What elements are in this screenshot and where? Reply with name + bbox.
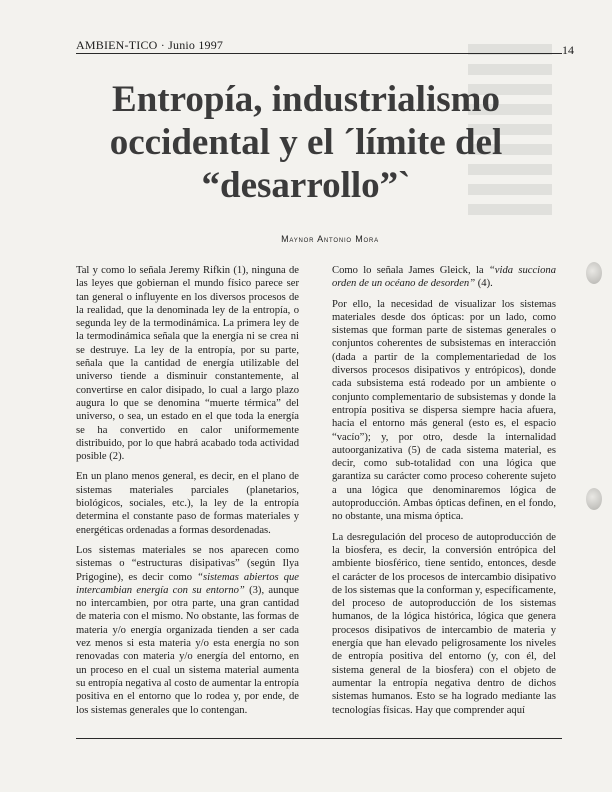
paragraph: La desregulación del proceso de autoproducción de la biosfera, es decir, la conversión entrópica del ambiente biosférico, tiene sentido, entonces, desde el carácter de los procesos de intercambio disipativo de los sistemas que la conforman y, específicamente, del proceso de autoproducción de los sistemas humanos, de la lógica histórica, lógica que genera procesos disipativos de intercambio de materia y energía que han elevado peligrosamente los niveles de entropía positiva del entorno (y, con él, del sistema general de la biosfera) con el objeto de aumentar la entropía negativa dentro de dichos sistemas humanos. Esto se ha logrado mediante las tecnologías físicas. Hay que comprender aquí [332,531,556,716]
paragraph: Por ello, la necesidad de visualizar los sistemas materiales desde dos ópticas: por un lado, como sistemas que forman parte de sistemas generales o conjuntos coherentes de subsistemas en interacción (dada a partir de la complementariedad de los diversos procesos disipativos y entrópicos), donde cada subsistema está rodeado por un ambiente o conjunto complementario de subsistemas y donde la entropía positiva se dispersa siempre hacia afuera, hacia el entorno más general (esto es, el espacio “vacío”); y, por otro, desde la internalidad autoorganizativa (5) de cada sistema material, es decir, como sub-totalidad con una lógica que garantiza su carácter como proceso coherente sujeto a una lógica que denominaremos lógica de autoproducción. Ambas ópticas definen, en el fondo, no obstante, una misma óptica. [332,298,556,523]
text-run: (4). [475,278,493,290]
italic-quote: “sistemas abiertos que intercambian energía con su entorno” [76,571,299,596]
header-rule [76,53,562,54]
text-run: Los sistemas materiales se nos aparecen como sistemas o “estructuras disipativas” (según Ilya Prigogine), es decir como [76,544,299,583]
left-column [76,264,299,724]
italic-quote: “vida succiona orden de un océano de desorden” [332,265,557,290]
paragraph [332,264,556,291]
text-run: (3), aunque no intercambien, por otra parte, una gran cantidad de materia con el mismo. No obstante, las formas de materia y/o energía organizada tienden a ser cada vez menos si esta materia y/o esta energía no son renovadas con materia y/o energía del entorno, en un proceso en el cual un sistema material aumenta su entropía negativa al costo de aumentar la entropía positiva en el entorno que lo rodea y, por ende, de los sistemas generales que lo contengan. [76,584,299,716]
paragraph [76,544,299,717]
page-number: 14 [562,43,574,57]
title-line-2: occidental y el ´límite del [109,122,503,163]
punch-hole [586,262,602,284]
title-line-3: “desarrollo”` [201,165,411,206]
footer-rule [76,738,562,739]
running-header: AMBIEN-TICO · Junio 1997 [76,38,224,52]
paragraph: Tal y como lo señala Jeremy Rifkin (1), ninguna de las leyes que gobiernan el mundo físico parece ser tan general o influyente en los diversos procesos de la realidad, que la denominada ley de la entropía, o segunda ley de la termodinámica. La primera ley de la termodinámica señala que la energía ni se crea ni se destruye. La ley de la entropía, por su parte, señala que la cantidad de energía utilizable del universo tiende a disminuir constantemente, al convertirse en calor disipado, lo cual a largo plazo augura lo que se denomina “muerte térmica” del universo, o sea, un estado en el que toda la energía se ha convertido en calor uniformemente distribuido, por lo que habrá acabado toda actividad posible (2). [76,265,299,463]
text-run: Como lo señala James Gleick, la [332,265,489,276]
title-line-1: Entropía, industrialismo [112,79,500,120]
article-title [80,78,532,207]
punch-hole [586,488,602,510]
paragraph: En un plano menos general, es decir, en el plano de sistemas materiales parciales (planetarios, biológicos, sociales, etc.), la ley de la entropía determina el constante paso de formas materiales y energéticas ordenadas a formas desordenadas. [76,471,299,536]
right-column [332,264,556,724]
author-byline: Maynor Antonio Mora [281,234,379,244]
